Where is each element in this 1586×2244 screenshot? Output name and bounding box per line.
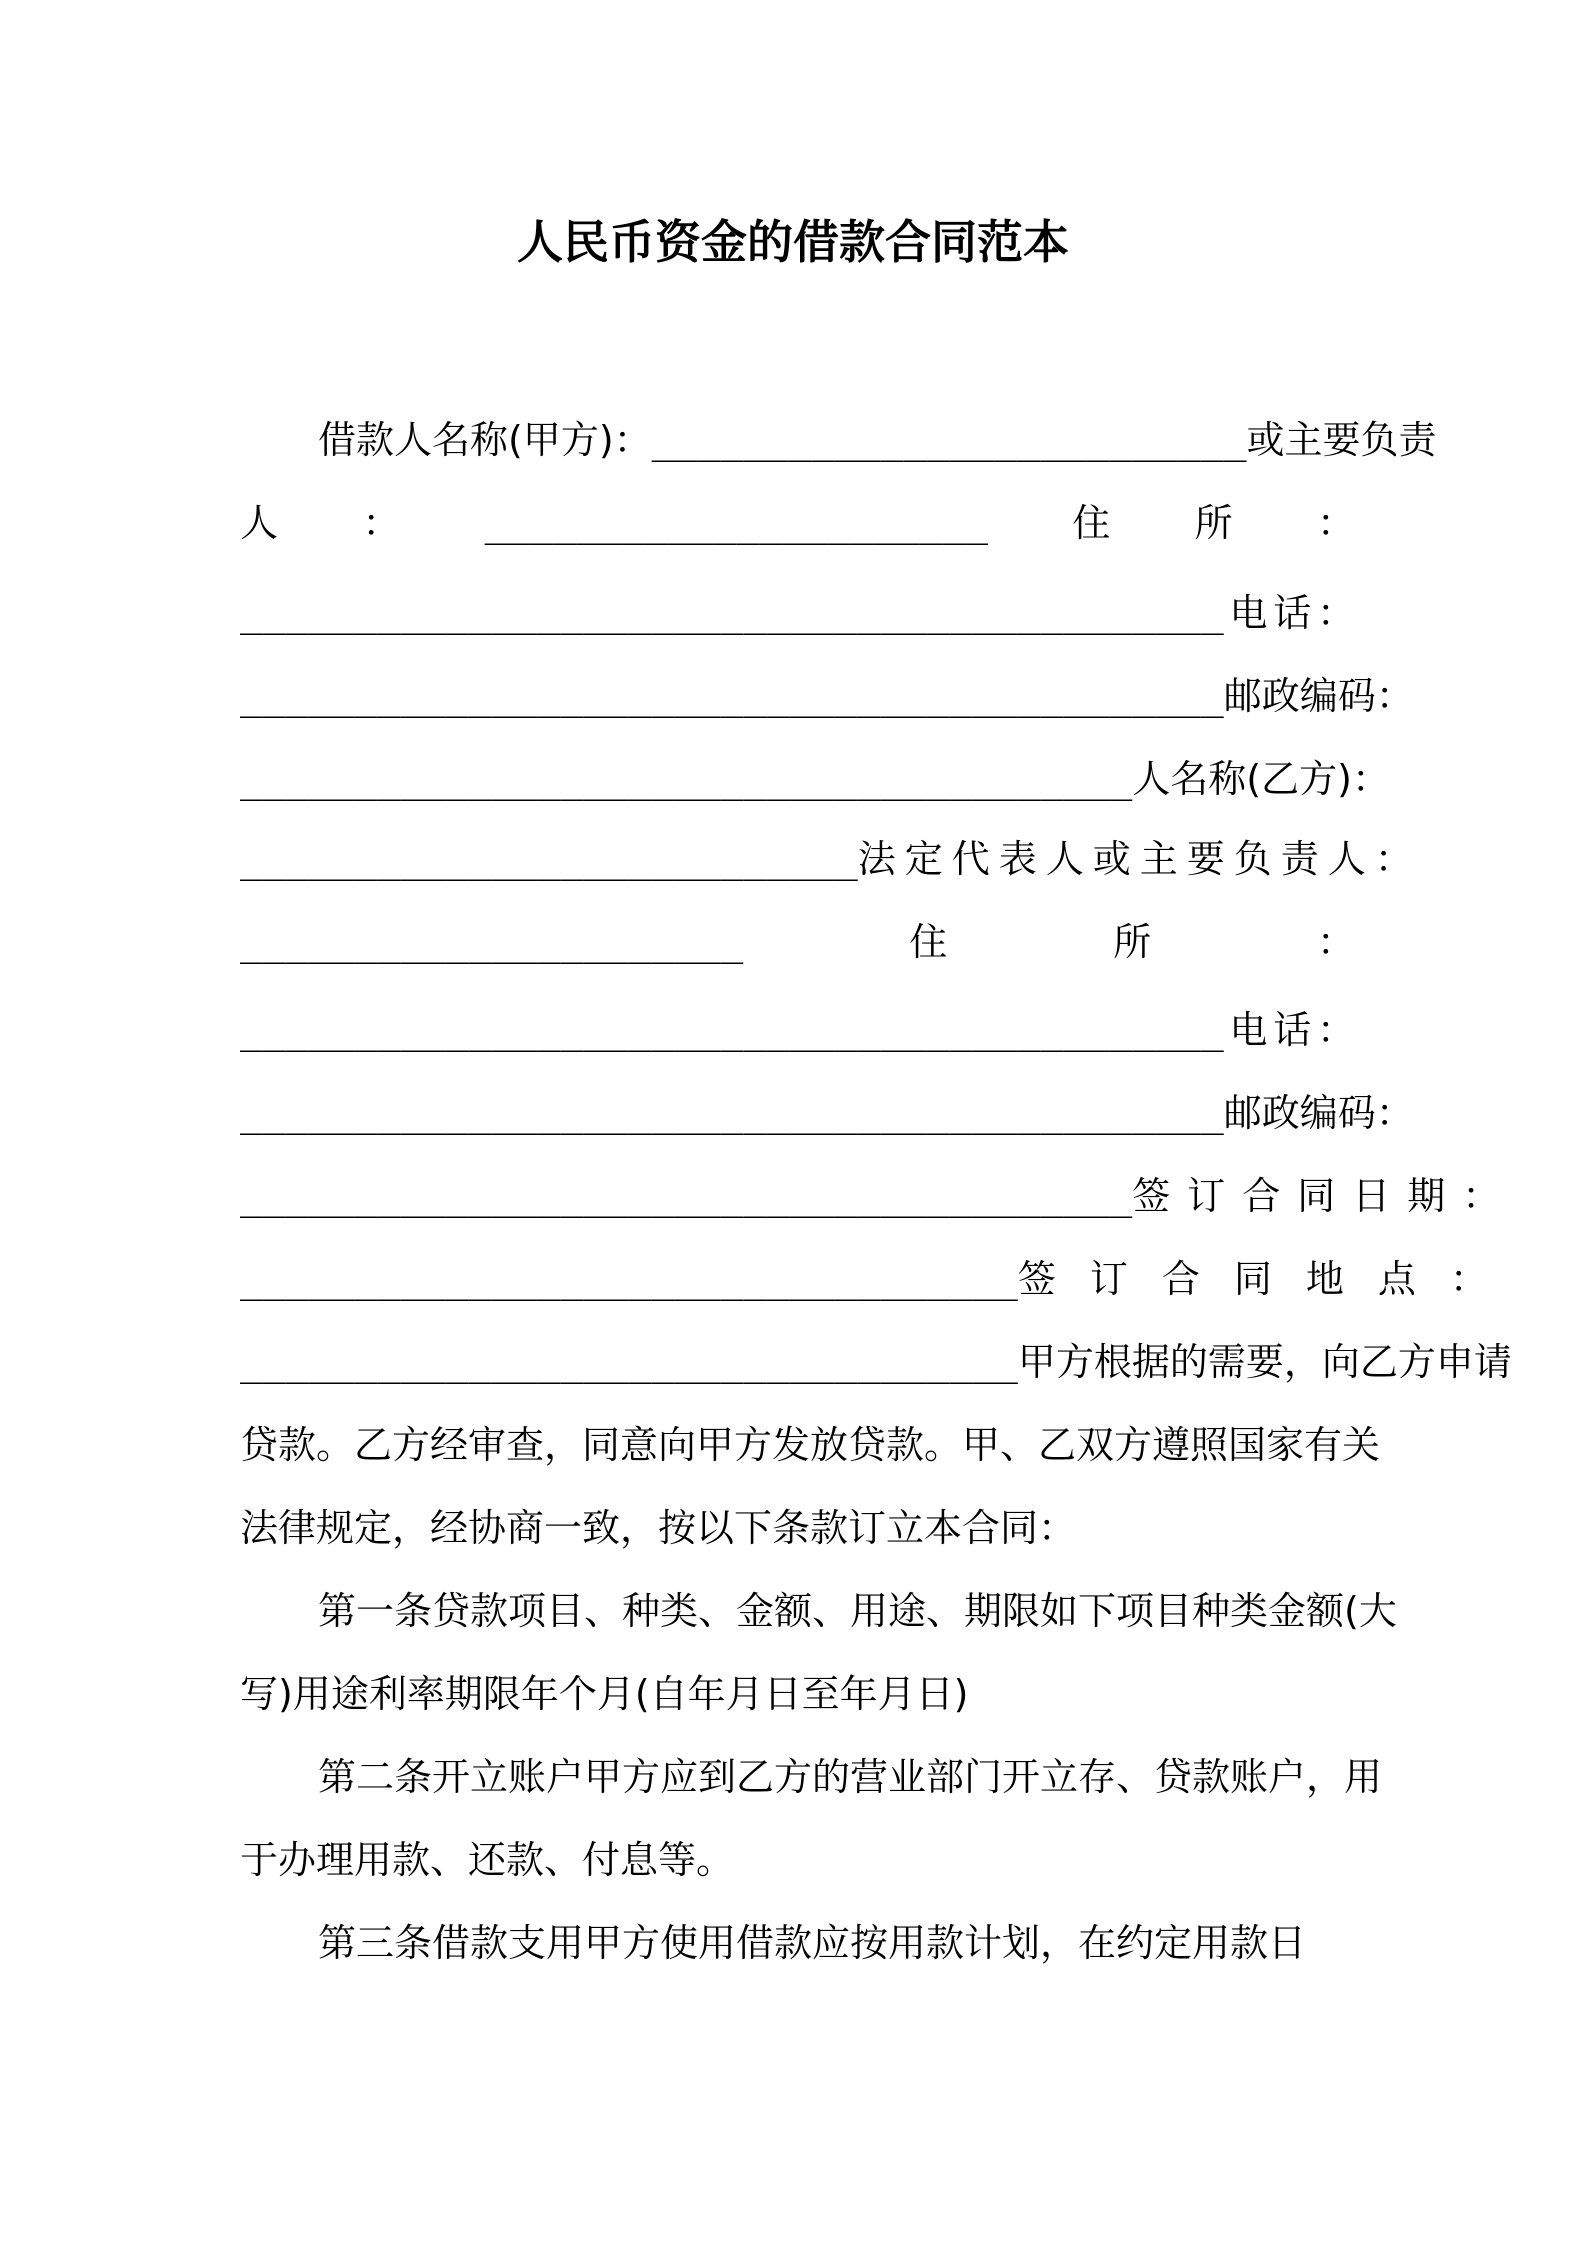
sign-date-line <box>240 1170 1518 1222</box>
paragraph-line: 写)用途利率期限年个月(自年月日至年月日) <box>240 1672 969 1716</box>
paragraph-text: 甲方根据的需要，向乙方申请 <box>1017 1340 1512 1384</box>
paragraph-line: 法律规定，经协商一致，按以下条款订立本合同： <box>240 1506 1077 1550</box>
text-fragment: 政 <box>1261 1091 1300 1135</box>
text-fragment: 人 <box>1132 757 1171 801</box>
text-fragment: 住 <box>1072 501 1111 545</box>
text-fragment: 电 <box>1229 1008 1268 1052</box>
lender-postcode-blank[interactable]: _______________________________________ <box>240 1174 1133 1218</box>
lender-name-line <box>240 753 1390 805</box>
article-2-line: 第二条开立账户甲方应到乙方的营业部门开立存、贷款账户，用 <box>318 1755 1383 1799</box>
document-title: 人民币资金的借款合同范本 <box>517 215 1069 269</box>
text-fragment: 称 <box>1208 757 1247 801</box>
text-fragment: ： <box>1316 1008 1355 1052</box>
phone-postcode-line <box>240 670 1414 722</box>
principal-blank[interactable]: ______________________ <box>484 501 988 545</box>
text-fragment: 码 <box>1337 1091 1376 1135</box>
text-fragment: 名 <box>1170 757 1209 801</box>
text-fragment: 人 <box>240 501 279 545</box>
text-fragment: ： <box>1375 1091 1414 1135</box>
legal-rep-label: 法定代表人或主要负责人： <box>857 837 1422 881</box>
sign-date-blank[interactable]: __________________________________ <box>240 1257 1018 1301</box>
article-3-line: 第三条借款支用甲方使用借款应按用款计划，在约定用款日 <box>318 1921 1307 1965</box>
sign-date-label: 签订合同日期： <box>1132 1174 1518 1218</box>
text-fragment: 电 <box>1229 591 1268 635</box>
text-fragment: 政 <box>1261 674 1300 718</box>
lender-postcode-line <box>240 1087 1414 1139</box>
text-fragment: 住 <box>909 920 948 964</box>
principal-label-start: 或主要负责 <box>1246 418 1437 462</box>
sign-place-label: 签订合同地点： <box>1017 1257 1522 1301</box>
paragraph-line: 贷款。乙方经审查，同意向甲方发放贷款。甲、乙双方遵照国家有关 <box>240 1423 1381 1467</box>
text-fragment: 邮 <box>1223 674 1262 718</box>
postcode-blank[interactable]: _______________________________________ <box>240 757 1133 801</box>
text-fragment: 码 <box>1337 674 1376 718</box>
text-fragment: ： <box>1375 674 1414 718</box>
legal-rep-line <box>240 833 1422 885</box>
address-blank[interactable]: ___________________________________________ <box>240 591 1224 635</box>
borrower-name-label: 借款人名称(甲方)： <box>318 418 652 462</box>
paragraph-line: 于办理用款、还款、付息等。 <box>240 1838 735 1882</box>
text-fragment: ： <box>1316 501 1355 545</box>
text-fragment: 编 <box>1299 674 1338 718</box>
borrower-name-blank[interactable]: __________________________ <box>651 418 1247 462</box>
lender-name-blank[interactable]: ___________________________ <box>240 837 858 881</box>
text-fragment: 话 <box>1273 1008 1312 1052</box>
sign-place-line <box>240 1253 1522 1305</box>
text-fragment: 编 <box>1299 1091 1338 1135</box>
text-fragment: (乙 <box>1246 757 1300 801</box>
text-fragment: ： <box>1316 591 1355 635</box>
lender-phone-line <box>240 1004 1355 1056</box>
article-1-line: 第一条贷款项目、种类、金额、用途、期限如下项目种类金额(大 <box>318 1589 1397 1633</box>
lender-phone-blank[interactable]: ___________________________________________ <box>240 1091 1224 1135</box>
borrower-name-line <box>318 414 1437 466</box>
text-fragment: ： <box>362 501 401 545</box>
phone-blank[interactable]: ___________________________________________ <box>240 674 1224 718</box>
text-fragment: 所 <box>1194 501 1233 545</box>
text-fragment: )： <box>1337 757 1390 801</box>
text-fragment: ： <box>1316 920 1355 964</box>
text-fragment: 方 <box>1299 757 1338 801</box>
legal-rep-blank[interactable]: ______________________ <box>240 920 744 964</box>
lender-address-line <box>240 916 1355 968</box>
sign-place-blank[interactable]: __________________________________ <box>240 1340 1018 1384</box>
text-fragment: 话 <box>1273 591 1312 635</box>
text-fragment: 邮 <box>1223 1091 1262 1135</box>
principal-address-line <box>240 497 1355 549</box>
text-fragment: 所 <box>1113 920 1152 964</box>
address-phone-line <box>240 587 1355 639</box>
lender-address-blank[interactable]: ___________________________________________ <box>240 1008 1224 1052</box>
application-line <box>240 1336 1512 1388</box>
